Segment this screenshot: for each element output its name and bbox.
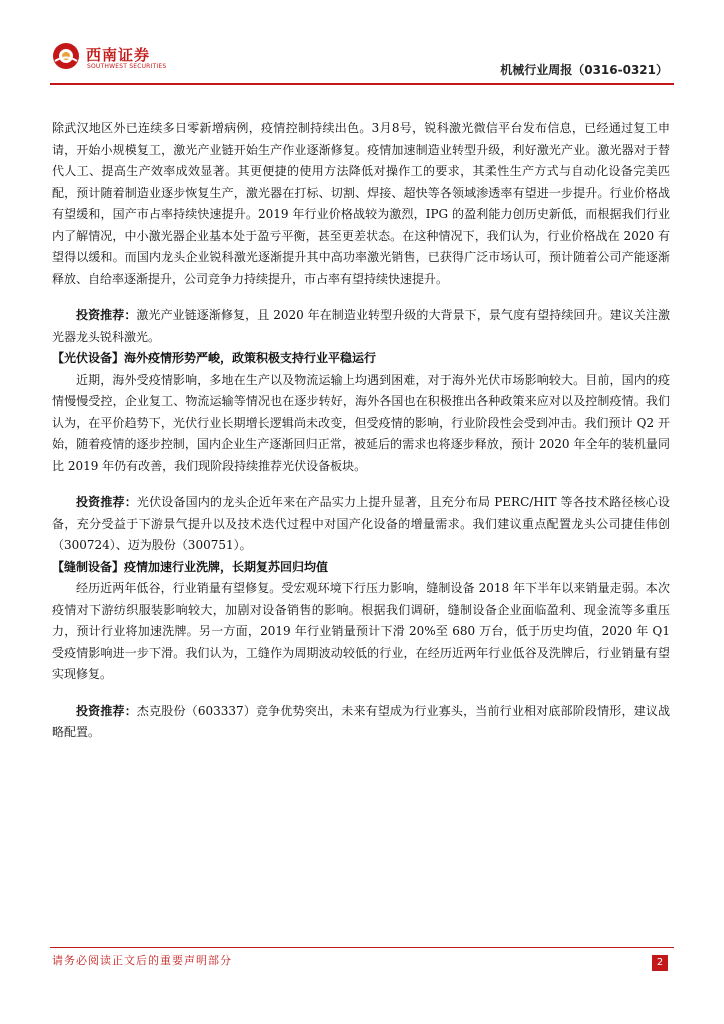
laser-recommendation xyxy=(52,305,670,348)
report-body xyxy=(52,118,670,744)
page-header xyxy=(0,0,724,90)
sewing-recommendation xyxy=(52,701,670,744)
sewing-paragraph: 经历近两年低谷，行业销量有望修复。受宏观环境下行压力影响，缝制设备 2018 年下半年以来销量走弱。本次疫情对下游纺织服装影响较大，加剧对设备销售的影响。根据我们调研，缝制设备企业面临盈利、现金流等多重压力，预计行业将加速洗牌。另一方面，2019 年行业销量预计下滑 20%至 680 万台，低于历史均值，2020 年 Q1 受疫情影响进一步下滑。我们认为，工缝作为周期波动较低的行业，在经历近两年行业低谷及洗牌后，行业销量有望实现修复。 xyxy=(52,581,670,681)
report-title: 机械行业周报（0316-0321） xyxy=(500,63,668,77)
section-title-sewing: 【缝制设备】疫情加速行业洗牌，长期复苏回归均值 xyxy=(52,559,329,574)
recommend-text: 杰克股份（603337）竞争优势突出，未来有望成为行业寡头，当前行业相对底部阶段情形，建议战略配置。 xyxy=(52,703,670,739)
page-number: 2 xyxy=(652,955,668,971)
company-logo-icon xyxy=(52,42,80,70)
brand-name: 西南证券 xyxy=(86,46,151,64)
pv-recommendation xyxy=(52,492,670,557)
pv-paragraph: 近期，海外受疫情影响，多地在生产以及物流运输上均遇到困难，对于海外光伏市场影响较大。目前，国内的疫情慢慢受控，企业复工、物流运输等情况也在逐步转好，海外各国也在积极推出各种政策来应对以及控制疫情。我们认为，在平价趋势下，光伏行业长期增长逻辑尚未改变，但受疫情的影响，行业阶段性会受到冲击。我们预计 Q2 开始，随着疫情的逐步控制，国内企业生产逐渐回归正常，被延后的需求也将逐步释放，预计 2020 年全年的装机量同比 2019 年仍有改善，我们现阶段持续推荐光伏设备板块。 xyxy=(52,372,670,473)
recommend-label: 投资推荐： xyxy=(76,495,137,509)
laser-paragraph: 除武汉地区外已连续多日零新增病例，疫情控制持续出色。3月8号，锐科激光微信平台发布信息，已经通过复工申请，开始小规模复工，激光产业链开始生产作业逐渐修复。疫情加速制造业转型升级，利好激光产业。激光器对于替代人工、提高生产效率成效显著。其更便捷的使用方法降低对操作工的要求，其柔性生产方式与自动化设备完美匹配，预计随着制造业逐步恢复生产，激光器在打标、切割、焊接、超快等各领域渗透率有望进一步提升。行业价格战有望缓和，国产市占率持续快速提升。2019 年行业价格战较为激烈，IPG 的盈利能力创历史新低，而根据我们行业内了解情况，中小激光器企业基本处于盈亏平衡，甚至更差状态。在这种情况下，我们认为，行业价格战在 2020 有望得以缓和。而国内龙头企业锐科激光逐渐提升其中高功率激光销售，已获得广泛市场认可，预计随着公司产能逐渐释放、自给率逐渐提升，公司竞争力持续提升，市占率有望持续快速提升。 xyxy=(52,121,670,286)
brand-name-en: SOUTHWEST SECURITIES xyxy=(87,63,167,70)
footer-divider xyxy=(50,947,674,948)
recommend-label: 投资推荐： xyxy=(76,703,137,718)
header-divider xyxy=(50,83,674,85)
recommend-text: 光伏设备国内的龙头企近年来在产品实力上提升显著，且充分布局 PERC/HIT 等各技术路径核心设备，充分受益于下游景气提升以及技术迭代过程中对国产化设备的增量需求。我们建议重点配置龙头公司捷佳伟创（300724）、迈为股份（300751）。 xyxy=(52,495,670,552)
section-title-pv: 【光伏设备】海外疫情形势严峻，政策积极支持行业平稳运行 xyxy=(52,351,377,365)
recommend-text: 激光产业链逐渐修复，且 2020 年在制造业转型升级的大背景下，景气度有望持续回升。建议关注激光器龙头锐科激光。 xyxy=(52,308,670,344)
recommend-label: 投资推荐： xyxy=(76,308,137,322)
disclaimer-text: 请务必阅读正文后的重要声明部分 xyxy=(52,954,232,967)
